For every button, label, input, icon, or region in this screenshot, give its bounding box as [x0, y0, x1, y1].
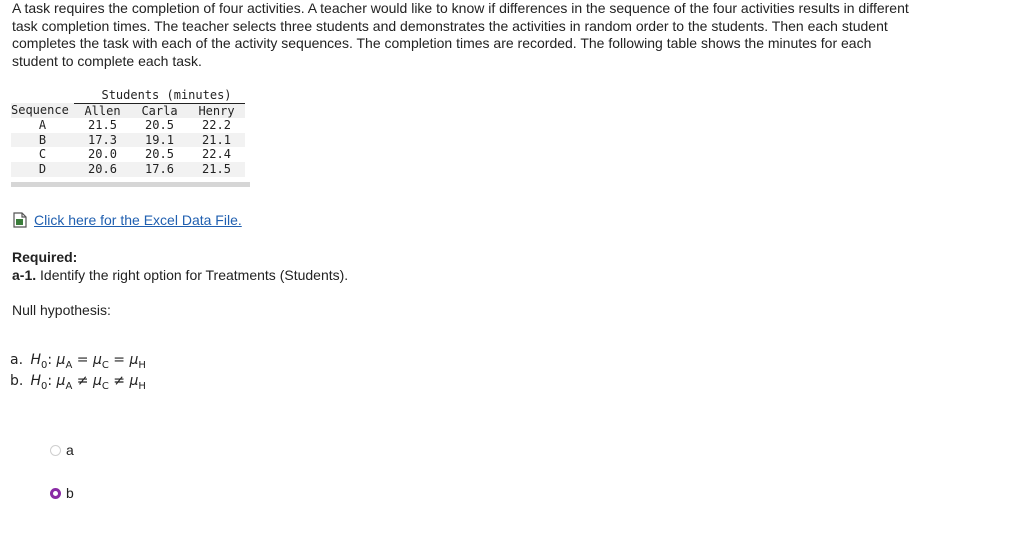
table-cell: 20.5 [145, 147, 174, 162]
radio-button-b[interactable] [50, 488, 61, 499]
table-row [11, 133, 245, 148]
null-hypothesis-label: Null hypothesis: [12, 302, 111, 318]
subscript: A [65, 380, 73, 392]
col-header-allen: Allen [74, 103, 131, 118]
row-label: D [11, 162, 74, 177]
subscript: C [101, 359, 109, 371]
students-group-header: Students (minutes) [74, 88, 245, 103]
hypothesis-symbol: H [30, 373, 41, 389]
table-cell: 20.0 [88, 147, 117, 162]
radio-button-a[interactable] [50, 445, 61, 456]
hypothesis-subscript: 0 [40, 380, 48, 392]
document-icon [12, 212, 28, 228]
operator: ≠ [108, 373, 130, 389]
sequence-header: Sequence [11, 103, 74, 118]
table-row [11, 147, 245, 162]
subscript: H [138, 380, 146, 392]
table-footer-bar [11, 182, 250, 187]
mu-symbol: μ [56, 352, 66, 368]
data-table [11, 88, 245, 177]
table-cell: 20.5 [145, 118, 174, 133]
subscript: A [65, 359, 73, 371]
question-text: Identify the right option for Treatments (Students). [36, 267, 349, 283]
option-a[interactable] [50, 442, 74, 458]
table-cell: 17.6 [131, 162, 188, 177]
operator: = [108, 352, 130, 368]
hypothesis-letter: a. [10, 352, 24, 368]
question-a1 [12, 267, 348, 283]
table-cell: 17.3 [74, 133, 131, 148]
row-label: B [11, 133, 74, 148]
table-header-row [11, 103, 245, 118]
operator: ≠ [72, 373, 93, 389]
table-cell: 21.5 [88, 118, 117, 133]
option-b[interactable] [50, 485, 74, 501]
excel-data-link[interactable] [12, 212, 242, 228]
table-row [11, 162, 245, 177]
hypothesis-subscript: 0 [40, 359, 48, 371]
row-label: A [38, 118, 47, 133]
table-cell: 22.2 [202, 118, 231, 133]
problem-statement: A task requires the completion of four activities. A teacher would like to know if differences in the sequence of the four activities results in different task completion times. The teacher selects three students and demonstrates the activities in random order to the students. Then each student completes the task with each of the activity sequences. The completion times are recorded. The following table shows the minutes for each student to complete each task. [12, 0, 909, 69]
excel-link-label[interactable]: Click here for the Excel Data File. [34, 212, 242, 228]
row-label: C [38, 147, 47, 162]
hypothesis-letter: b. [10, 373, 24, 389]
mu-symbol: μ [129, 373, 139, 389]
required-heading: Required: [12, 249, 78, 265]
table-cell: 21.1 [188, 133, 245, 148]
mu-symbol: μ [92, 352, 102, 368]
option-a-label[interactable]: a [66, 442, 74, 458]
hypothesis-symbol: H [30, 352, 41, 368]
table-cell: 21.5 [188, 162, 245, 177]
operator: = [72, 352, 93, 368]
table-cell: 19.1 [131, 133, 188, 148]
mu-symbol: μ [92, 373, 102, 389]
col-header-henry: Henry [188, 103, 245, 118]
table-cell: 20.6 [74, 162, 131, 177]
table-cell: 22.4 [202, 147, 231, 162]
mu-symbol: μ [56, 373, 66, 389]
subscript: H [138, 359, 146, 371]
table-row [11, 118, 245, 133]
mu-symbol: μ [129, 352, 139, 368]
col-header-carla: Carla [131, 103, 188, 118]
hypothesis-a: a. $H_0$: $\mu_A = \mu_C = \mu_H$ [10, 352, 146, 371]
option-b-label[interactable]: b [66, 485, 74, 501]
table-group-header-row [11, 88, 245, 103]
hypothesis-b: b. $H_0$: $\mu_A \ne \mu_C \ne \mu_H$ [10, 373, 146, 392]
subscript: C [101, 380, 109, 392]
question-number: a-1. [12, 267, 37, 283]
